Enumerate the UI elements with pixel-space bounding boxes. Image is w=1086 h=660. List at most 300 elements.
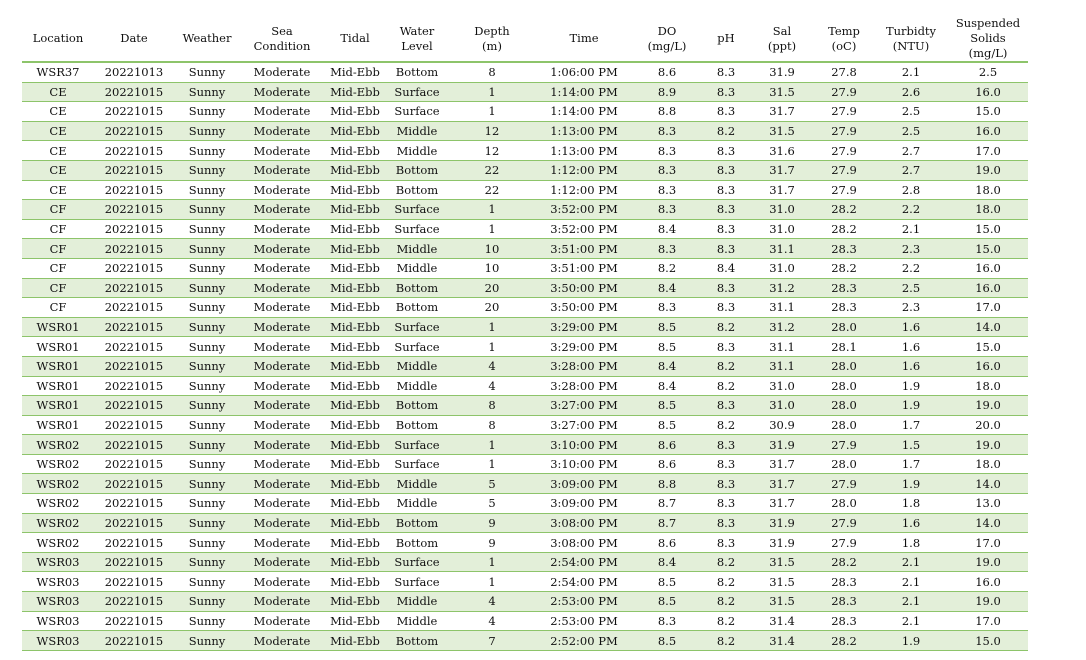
- cell-weather: Sunny: [174, 62, 240, 82]
- cell-temp: 27.9: [814, 160, 874, 180]
- cell-date: 20221015: [94, 611, 174, 631]
- cell-sal: 31.1: [750, 298, 814, 318]
- cell-water-level: Surface: [386, 435, 448, 455]
- cell-ph: 8.3: [702, 396, 750, 416]
- cell-depth: 8: [448, 396, 536, 416]
- cell-sal: 31.7: [750, 454, 814, 474]
- cell-weather: Sunny: [174, 435, 240, 455]
- cell-turbidity: 1.9: [874, 631, 948, 651]
- cell-date: 20221015: [94, 592, 174, 612]
- cell-time: 3:29:00 PM: [536, 317, 632, 337]
- cell-tidal: Mid-Ebb: [324, 298, 386, 318]
- water-quality-table: [22, 16, 1028, 651]
- cell-date: 20221015: [94, 356, 174, 376]
- cell-water-level: Surface: [386, 82, 448, 102]
- cell-turbidity: 2.8: [874, 180, 948, 200]
- cell-date: 20221015: [94, 513, 174, 533]
- cell-do: 8.5: [632, 572, 702, 592]
- cell-water-level: Surface: [386, 552, 448, 572]
- column-header-suspended-solids: Suspended Solids (mg/L): [948, 16, 1028, 62]
- column-header-depth: Depth (m): [448, 16, 536, 62]
- cell-sal: 31.9: [750, 435, 814, 455]
- cell-time: 2:52:00 PM: [536, 631, 632, 651]
- cell-sea-condition: Moderate: [240, 552, 324, 572]
- cell-water-level: Middle: [386, 239, 448, 259]
- table-row: [22, 572, 1028, 592]
- table-row: [22, 200, 1028, 220]
- table-row: [22, 415, 1028, 435]
- cell-water-level: Middle: [386, 258, 448, 278]
- cell-depth: 4: [448, 592, 536, 612]
- cell-ph: 8.2: [702, 376, 750, 396]
- cell-location: WSR03: [22, 592, 94, 612]
- cell-do: 8.5: [632, 415, 702, 435]
- cell-weather: Sunny: [174, 200, 240, 220]
- cell-temp: 27.9: [814, 102, 874, 122]
- table-row: [22, 396, 1028, 416]
- cell-date: 20221015: [94, 435, 174, 455]
- cell-suspended-solids: 14.0: [948, 317, 1028, 337]
- cell-ph: 8.3: [702, 200, 750, 220]
- cell-weather: Sunny: [174, 415, 240, 435]
- cell-ph: 8.3: [702, 160, 750, 180]
- cell-temp: 28.3: [814, 278, 874, 298]
- cell-sea-condition: Moderate: [240, 435, 324, 455]
- cell-water-level: Middle: [386, 356, 448, 376]
- cell-tidal: Mid-Ebb: [324, 102, 386, 122]
- cell-sal: 31.7: [750, 494, 814, 514]
- table-row: [22, 180, 1028, 200]
- cell-depth: 1: [448, 317, 536, 337]
- cell-do: 8.7: [632, 494, 702, 514]
- cell-tidal: Mid-Ebb: [324, 219, 386, 239]
- cell-water-level: Surface: [386, 572, 448, 592]
- cell-ph: 8.3: [702, 513, 750, 533]
- table-row: [22, 62, 1028, 82]
- cell-temp: 28.2: [814, 219, 874, 239]
- cell-suspended-solids: 15.0: [948, 102, 1028, 122]
- cell-turbidity: 1.7: [874, 415, 948, 435]
- cell-sea-condition: Moderate: [240, 258, 324, 278]
- cell-weather: Sunny: [174, 102, 240, 122]
- cell-do: 8.5: [632, 592, 702, 612]
- cell-sal: 31.5: [750, 121, 814, 141]
- cell-sal: 31.0: [750, 200, 814, 220]
- cell-tidal: Mid-Ebb: [324, 494, 386, 514]
- cell-time: 3:29:00 PM: [536, 337, 632, 357]
- cell-turbidity: 2.1: [874, 552, 948, 572]
- cell-water-level: Bottom: [386, 533, 448, 553]
- cell-suspended-solids: 16.0: [948, 121, 1028, 141]
- cell-weather: Sunny: [174, 239, 240, 259]
- cell-time: 2:53:00 PM: [536, 592, 632, 612]
- cell-temp: 27.9: [814, 141, 874, 161]
- cell-water-level: Bottom: [386, 298, 448, 318]
- cell-time: 3:50:00 PM: [536, 298, 632, 318]
- cell-depth: 1: [448, 102, 536, 122]
- cell-water-level: Middle: [386, 494, 448, 514]
- cell-ph: 8.3: [702, 219, 750, 239]
- table-row: [22, 317, 1028, 337]
- table-row: [22, 611, 1028, 631]
- cell-suspended-solids: 14.0: [948, 513, 1028, 533]
- cell-date: 20221015: [94, 219, 174, 239]
- cell-turbidity: 2.1: [874, 592, 948, 612]
- cell-temp: 27.9: [814, 121, 874, 141]
- table-row: [22, 592, 1028, 612]
- cell-suspended-solids: 15.0: [948, 631, 1028, 651]
- cell-ph: 8.2: [702, 121, 750, 141]
- cell-tidal: Mid-Ebb: [324, 533, 386, 553]
- cell-time: 1:14:00 PM: [536, 102, 632, 122]
- cell-weather: Sunny: [174, 121, 240, 141]
- cell-date: 20221015: [94, 200, 174, 220]
- cell-water-level: Surface: [386, 454, 448, 474]
- cell-sea-condition: Moderate: [240, 141, 324, 161]
- cell-ph: 8.3: [702, 102, 750, 122]
- cell-weather: Sunny: [174, 219, 240, 239]
- cell-sal: 31.7: [750, 160, 814, 180]
- cell-water-level: Middle: [386, 121, 448, 141]
- cell-weather: Sunny: [174, 258, 240, 278]
- cell-sal: 31.5: [750, 82, 814, 102]
- cell-weather: Sunny: [174, 82, 240, 102]
- cell-water-level: Bottom: [386, 396, 448, 416]
- cell-turbidity: 1.6: [874, 337, 948, 357]
- cell-depth: 1: [448, 337, 536, 357]
- cell-tidal: Mid-Ebb: [324, 141, 386, 161]
- table-row: [22, 631, 1028, 651]
- cell-turbidity: 2.1: [874, 62, 948, 82]
- cell-time: 3:52:00 PM: [536, 200, 632, 220]
- cell-date: 20221015: [94, 239, 174, 259]
- cell-suspended-solids: 18.0: [948, 180, 1028, 200]
- cell-date: 20221015: [94, 102, 174, 122]
- cell-sal: 31.9: [750, 62, 814, 82]
- cell-weather: Sunny: [174, 337, 240, 357]
- cell-weather: Sunny: [174, 376, 240, 396]
- cell-time: 2:54:00 PM: [536, 552, 632, 572]
- table-row: [22, 356, 1028, 376]
- cell-suspended-solids: 15.0: [948, 219, 1028, 239]
- cell-sal: 31.5: [750, 592, 814, 612]
- cell-depth: 9: [448, 533, 536, 553]
- cell-date: 20221013: [94, 62, 174, 82]
- cell-tidal: Mid-Ebb: [324, 552, 386, 572]
- cell-sal: 31.0: [750, 258, 814, 278]
- cell-turbidity: 1.8: [874, 533, 948, 553]
- cell-location: WSR37: [22, 62, 94, 82]
- cell-ph: 8.3: [702, 435, 750, 455]
- cell-tidal: Mid-Ebb: [324, 454, 386, 474]
- cell-weather: Sunny: [174, 278, 240, 298]
- cell-turbidity: 2.5: [874, 278, 948, 298]
- cell-depth: 20: [448, 298, 536, 318]
- table-row: [22, 513, 1028, 533]
- cell-do: 8.8: [632, 102, 702, 122]
- cell-sal: 31.1: [750, 356, 814, 376]
- cell-depth: 1: [448, 200, 536, 220]
- cell-suspended-solids: 14.0: [948, 474, 1028, 494]
- cell-location: CF: [22, 278, 94, 298]
- cell-sal: 31.7: [750, 180, 814, 200]
- cell-date: 20221015: [94, 533, 174, 553]
- cell-depth: 20: [448, 278, 536, 298]
- cell-sea-condition: Moderate: [240, 356, 324, 376]
- cell-temp: 28.2: [814, 258, 874, 278]
- cell-sal: 31.4: [750, 631, 814, 651]
- cell-ph: 8.2: [702, 631, 750, 651]
- cell-sea-condition: Moderate: [240, 415, 324, 435]
- cell-location: WSR03: [22, 552, 94, 572]
- cell-date: 20221015: [94, 454, 174, 474]
- cell-depth: 10: [448, 239, 536, 259]
- cell-location: CF: [22, 298, 94, 318]
- cell-sal: 31.0: [750, 219, 814, 239]
- cell-sea-condition: Moderate: [240, 474, 324, 494]
- cell-depth: 1: [448, 82, 536, 102]
- cell-sal: 31.0: [750, 376, 814, 396]
- cell-temp: 27.8: [814, 62, 874, 82]
- table-row: [22, 102, 1028, 122]
- cell-ph: 8.3: [702, 337, 750, 357]
- cell-ph: 8.3: [702, 141, 750, 161]
- column-header-date: Date: [94, 16, 174, 62]
- header-row: [22, 16, 1028, 62]
- cell-ph: 8.3: [702, 494, 750, 514]
- cell-time: 3:27:00 PM: [536, 415, 632, 435]
- cell-location: WSR01: [22, 396, 94, 416]
- cell-temp: 28.0: [814, 317, 874, 337]
- cell-time: 1:14:00 PM: [536, 82, 632, 102]
- cell-time: 1:06:00 PM: [536, 62, 632, 82]
- cell-temp: 28.1: [814, 337, 874, 357]
- cell-ph: 8.3: [702, 298, 750, 318]
- cell-location: WSR02: [22, 533, 94, 553]
- column-header-turbidity: Turbidty (NTU): [874, 16, 948, 62]
- cell-suspended-solids: 19.0: [948, 160, 1028, 180]
- cell-turbidity: 1.6: [874, 317, 948, 337]
- column-header-do: DO (mg/L): [632, 16, 702, 62]
- cell-water-level: Surface: [386, 200, 448, 220]
- cell-temp: 27.9: [814, 474, 874, 494]
- cell-tidal: Mid-Ebb: [324, 278, 386, 298]
- cell-do: 8.7: [632, 513, 702, 533]
- cell-sal: 31.2: [750, 278, 814, 298]
- cell-water-level: Surface: [386, 219, 448, 239]
- cell-ph: 8.3: [702, 278, 750, 298]
- cell-weather: Sunny: [174, 494, 240, 514]
- cell-water-level: Bottom: [386, 180, 448, 200]
- cell-turbidity: 1.6: [874, 513, 948, 533]
- cell-turbidity: 2.1: [874, 572, 948, 592]
- cell-depth: 1: [448, 219, 536, 239]
- cell-date: 20221015: [94, 474, 174, 494]
- cell-sea-condition: Moderate: [240, 298, 324, 318]
- cell-water-level: Bottom: [386, 278, 448, 298]
- cell-date: 20221015: [94, 298, 174, 318]
- cell-depth: 10: [448, 258, 536, 278]
- cell-temp: 27.9: [814, 180, 874, 200]
- cell-sea-condition: Moderate: [240, 611, 324, 631]
- cell-time: 1:12:00 PM: [536, 160, 632, 180]
- cell-depth: 12: [448, 141, 536, 161]
- cell-date: 20221015: [94, 572, 174, 592]
- cell-time: 3:28:00 PM: [536, 376, 632, 396]
- cell-temp: 28.3: [814, 572, 874, 592]
- cell-temp: 28.3: [814, 611, 874, 631]
- table-row: [22, 160, 1028, 180]
- cell-tidal: Mid-Ebb: [324, 415, 386, 435]
- table-body: [22, 62, 1028, 650]
- cell-turbidity: 2.5: [874, 102, 948, 122]
- cell-location: WSR03: [22, 611, 94, 631]
- cell-suspended-solids: 19.0: [948, 396, 1028, 416]
- column-header-time: Time: [536, 16, 632, 62]
- table-row: [22, 376, 1028, 396]
- cell-sal: 31.7: [750, 102, 814, 122]
- table-row: [22, 278, 1028, 298]
- cell-sea-condition: Moderate: [240, 82, 324, 102]
- cell-depth: 4: [448, 611, 536, 631]
- cell-date: 20221015: [94, 376, 174, 396]
- table-row: [22, 337, 1028, 357]
- cell-tidal: Mid-Ebb: [324, 376, 386, 396]
- cell-depth: 1: [448, 435, 536, 455]
- cell-weather: Sunny: [174, 513, 240, 533]
- cell-date: 20221015: [94, 141, 174, 161]
- cell-temp: 28.0: [814, 494, 874, 514]
- cell-depth: 5: [448, 494, 536, 514]
- cell-temp: 28.0: [814, 356, 874, 376]
- cell-water-level: Surface: [386, 317, 448, 337]
- cell-date: 20221015: [94, 278, 174, 298]
- cell-tidal: Mid-Ebb: [324, 611, 386, 631]
- cell-sea-condition: Moderate: [240, 219, 324, 239]
- cell-suspended-solids: 17.0: [948, 298, 1028, 318]
- cell-depth: 1: [448, 552, 536, 572]
- cell-location: CF: [22, 200, 94, 220]
- cell-location: WSR02: [22, 494, 94, 514]
- cell-sea-condition: Moderate: [240, 396, 324, 416]
- cell-sea-condition: Moderate: [240, 200, 324, 220]
- cell-location: CE: [22, 141, 94, 161]
- cell-sea-condition: Moderate: [240, 513, 324, 533]
- cell-do: 8.4: [632, 356, 702, 376]
- cell-location: WSR03: [22, 631, 94, 651]
- column-header-location: Location: [22, 16, 94, 62]
- cell-suspended-solids: 17.0: [948, 611, 1028, 631]
- cell-turbidity: 1.6: [874, 356, 948, 376]
- cell-temp: 28.2: [814, 631, 874, 651]
- cell-location: WSR01: [22, 415, 94, 435]
- cell-depth: 22: [448, 180, 536, 200]
- cell-do: 8.3: [632, 141, 702, 161]
- cell-temp: 27.9: [814, 513, 874, 533]
- cell-sea-condition: Moderate: [240, 278, 324, 298]
- cell-weather: Sunny: [174, 533, 240, 553]
- table-row: [22, 141, 1028, 161]
- cell-suspended-solids: 15.0: [948, 239, 1028, 259]
- cell-turbidity: 1.8: [874, 494, 948, 514]
- cell-time: 3:09:00 PM: [536, 494, 632, 514]
- column-header-ph: pH: [702, 16, 750, 62]
- cell-sea-condition: Moderate: [240, 102, 324, 122]
- cell-suspended-solids: 18.0: [948, 376, 1028, 396]
- cell-sea-condition: Moderate: [240, 533, 324, 553]
- table-row: [22, 454, 1028, 474]
- table-row: [22, 219, 1028, 239]
- cell-ph: 8.3: [702, 239, 750, 259]
- cell-sea-condition: Moderate: [240, 239, 324, 259]
- cell-weather: Sunny: [174, 356, 240, 376]
- cell-suspended-solids: 15.0: [948, 337, 1028, 357]
- cell-time: 3:28:00 PM: [536, 356, 632, 376]
- cell-do: 8.6: [632, 454, 702, 474]
- cell-do: 8.5: [632, 317, 702, 337]
- cell-do: 8.4: [632, 376, 702, 396]
- cell-water-level: Middle: [386, 611, 448, 631]
- cell-turbidity: 2.3: [874, 239, 948, 259]
- table-header: [22, 16, 1028, 62]
- cell-ph: 8.2: [702, 572, 750, 592]
- cell-time: 1:12:00 PM: [536, 180, 632, 200]
- cell-sea-condition: Moderate: [240, 337, 324, 357]
- table-row: [22, 533, 1028, 553]
- cell-location: WSR02: [22, 513, 94, 533]
- cell-time: 3:10:00 PM: [536, 454, 632, 474]
- cell-turbidity: 2.5: [874, 121, 948, 141]
- cell-temp: 28.0: [814, 376, 874, 396]
- cell-time: 3:50:00 PM: [536, 278, 632, 298]
- cell-water-level: Middle: [386, 474, 448, 494]
- cell-sal: 31.5: [750, 572, 814, 592]
- cell-depth: 5: [448, 474, 536, 494]
- table-row: [22, 494, 1028, 514]
- cell-sal: 31.4: [750, 611, 814, 631]
- cell-location: CE: [22, 102, 94, 122]
- cell-temp: 28.3: [814, 239, 874, 259]
- cell-tidal: Mid-Ebb: [324, 572, 386, 592]
- table-row: [22, 82, 1028, 102]
- cell-ph: 8.2: [702, 415, 750, 435]
- cell-temp: 28.0: [814, 396, 874, 416]
- cell-tidal: Mid-Ebb: [324, 200, 386, 220]
- cell-turbidity: 2.3: [874, 298, 948, 318]
- cell-turbidity: 2.6: [874, 82, 948, 102]
- cell-weather: Sunny: [174, 180, 240, 200]
- table-row: [22, 435, 1028, 455]
- cell-location: CE: [22, 82, 94, 102]
- cell-do: 8.3: [632, 200, 702, 220]
- cell-do: 8.9: [632, 82, 702, 102]
- cell-weather: Sunny: [174, 474, 240, 494]
- cell-sal: 31.1: [750, 239, 814, 259]
- cell-do: 8.3: [632, 611, 702, 631]
- cell-time: 1:13:00 PM: [536, 141, 632, 161]
- cell-depth: 4: [448, 356, 536, 376]
- cell-sal: 31.9: [750, 533, 814, 553]
- cell-weather: Sunny: [174, 552, 240, 572]
- cell-temp: 28.2: [814, 552, 874, 572]
- cell-tidal: Mid-Ebb: [324, 121, 386, 141]
- cell-do: 8.3: [632, 160, 702, 180]
- cell-depth: 4: [448, 376, 536, 396]
- cell-tidal: Mid-Ebb: [324, 631, 386, 651]
- cell-depth: 7: [448, 631, 536, 651]
- cell-weather: Sunny: [174, 141, 240, 161]
- cell-time: 3:51:00 PM: [536, 258, 632, 278]
